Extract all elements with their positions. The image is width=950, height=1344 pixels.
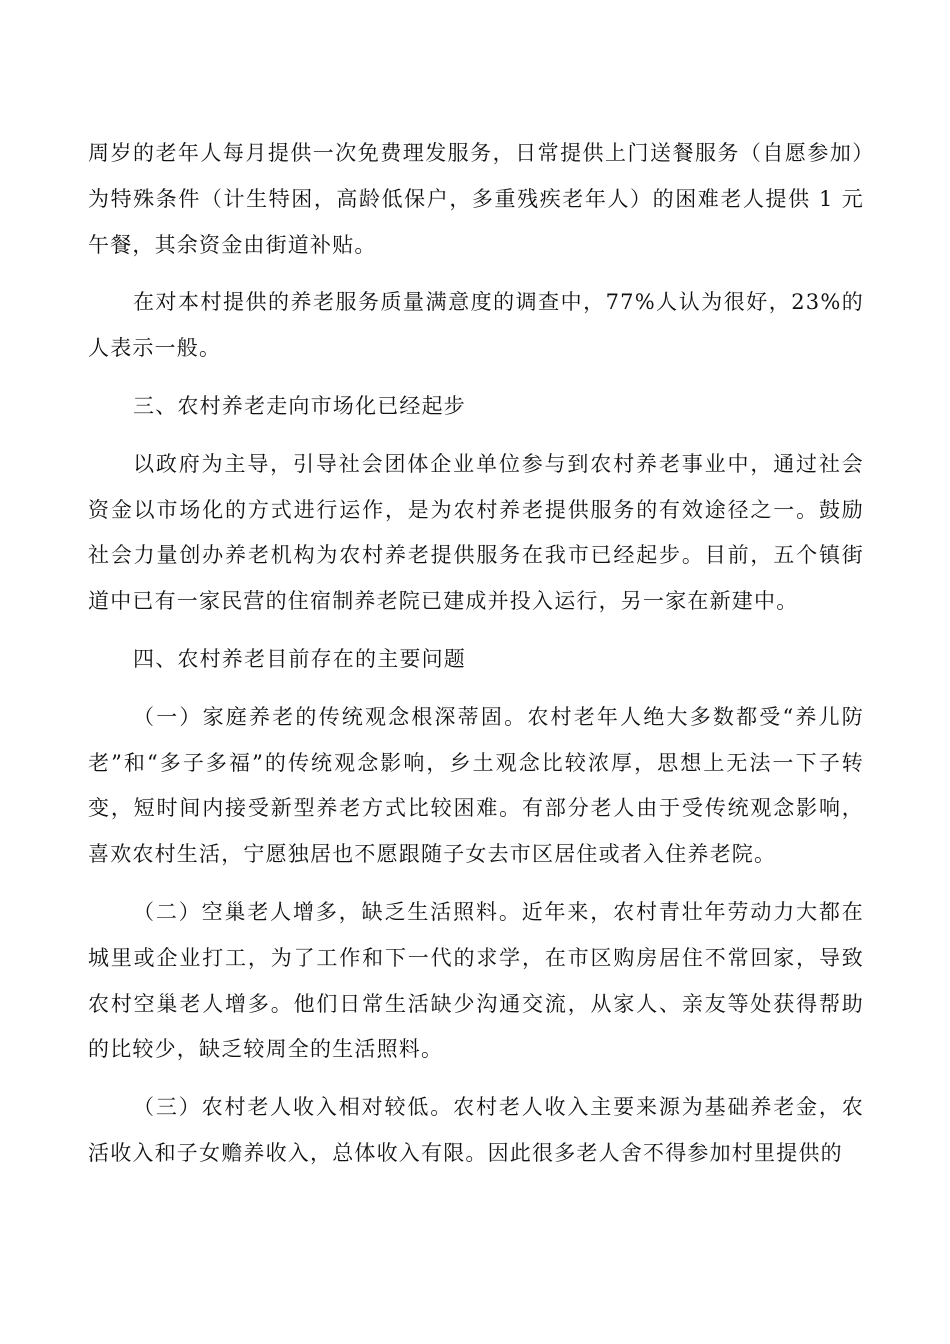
document-body (88, 131, 864, 1189)
section-heading-4: 四、农村养老目前存在的主要问题 (133, 646, 466, 671)
paragraph-issue-3: （三）农村老人收入相对较低。农村老人收入主要来源为基础养老金，农活收入和子女赡养收入，总体收入有限。因此很多老人舍不得参加村里提供的 (88, 1095, 864, 1165)
paragraph-issue-2: （二）空巢老人增多，缺乏生活照料。近年来，农村青壮年劳动力大都在城里或企业打工，为了工作和下一代的求学，在市区购房居住不常回家，导致农村空巢老人增多。他们日常生活缺少沟通交流，从家人、亲友等处获得帮助的比较少，缺乏较周全的生活照料。 (88, 899, 864, 1062)
paragraph-issue-1: （一）家庭养老的传统观念根深蒂固。农村老年人绝大多数都受“养儿防老”和“多子多福”的传统观念影响，乡土观念比较浓厚，思想上无法一下子转变，短时间内接受新型养老方式比较困难。有部分老人由于受传统观念影响，喜欢农村生活，宁愿独居也不愿跟随子女去市区居住或者入住养老院。 (88, 704, 864, 867)
paragraph-continuation: 周岁的老年人每月提供一次免费理发服务，日常提供上门送餐服务（自愿参加）为特殊条件（计生特困，高龄低保户，多重残疾老年人）的困难老人提供 1 元午餐，其余资金由街道补贴。 (88, 141, 864, 257)
paragraph-satisfaction-survey: 在对本村提供的养老服务质量满意度的调查中，77%人认为很好，23%的人表示一般。 (88, 290, 864, 361)
section-heading-3: 三、农村养老走向市场化已经起步 (133, 393, 466, 418)
paragraph-marketization: 以政府为主导，引导社会团体企业单位参与到农村养老事业中，通过社会资金以市场化的方式进行运作，是为农村养老提供服务的有效途径之一。鼓励社会力量创办养老机构为农村养老提供服务在我市已经起步。目前，五个镇街道中已有一家民营的住宿制养老院已建成并投入运行，另一家在新建中。 (88, 451, 864, 614)
